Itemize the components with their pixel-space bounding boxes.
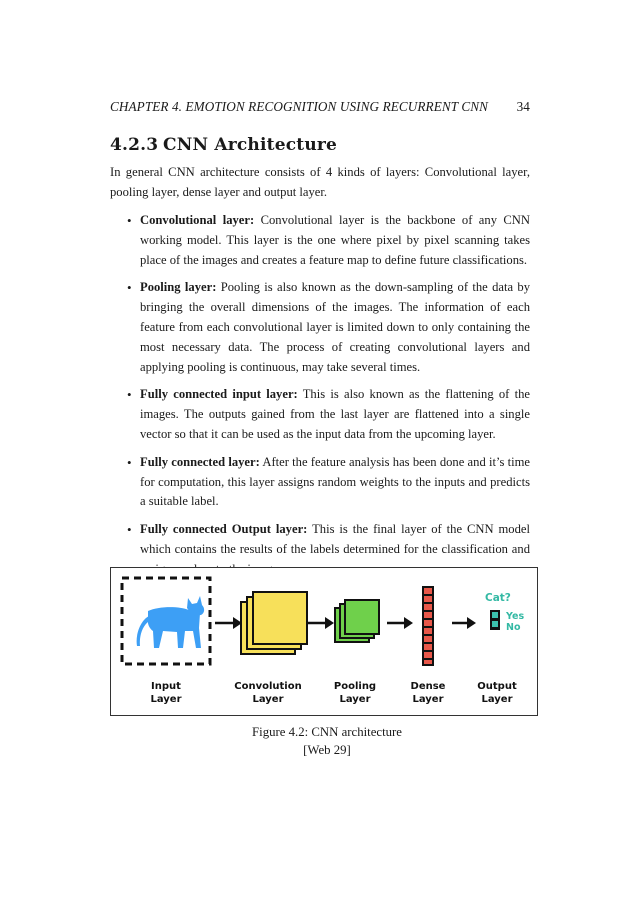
arrow-icon xyxy=(215,617,242,629)
output-nodes xyxy=(490,610,500,630)
bullet-text: This is the final layer of the CNN model which contains the results of the labels determined for the classification and xyxy=(140,522,530,556)
list-item xyxy=(110,278,530,377)
label-input-2: Layer xyxy=(150,694,182,705)
bullet-text: This is also known as the flattening of the images. The outputs gained from the last layer are flattened into a single vector so that it can be used as the input data from the upcoming layer. xyxy=(140,387,530,441)
intro-paragraph: In general CNN architecture consists of 4 kinds of layers: Convolutional layer, pooling layer, dense layer and output layer. xyxy=(110,165,530,199)
section-heading xyxy=(110,135,337,155)
pooling-stack xyxy=(335,600,379,642)
figure-caption: Figure 4.2: CNN architecture xyxy=(252,725,402,739)
figure-source: [Web 29] xyxy=(303,743,351,757)
arrow-icon xyxy=(387,617,413,629)
bullet-icon: • xyxy=(127,454,132,470)
bullet-term: Fully connected layer: xyxy=(140,454,260,469)
bullet-term: Fully connected input layer: xyxy=(140,387,298,402)
label-pool-1: Pooling xyxy=(333,681,377,692)
page-number: 34 xyxy=(516,99,530,114)
bullet-icon: • xyxy=(127,213,132,228)
bullet-text: Pooling is also known as the down-sampling of the data by bringing the overall dimensions of the images. The information of each feature from each convolutional layer is limited down to only containing the most necessary data. The process of creating convolutional layers and applying pooling is continuous, may take several times. xyxy=(140,280,531,374)
bullet-icon: • xyxy=(127,387,132,403)
output-no: No xyxy=(506,622,521,633)
label-input-1: Input xyxy=(151,681,181,692)
cnn-architecture-figure xyxy=(110,567,538,716)
cnn-diagram xyxy=(111,568,537,715)
section-title: CNN Architecture xyxy=(163,135,338,155)
layer-list xyxy=(110,211,530,580)
bullet-icon: • xyxy=(127,522,132,538)
convolution-stack xyxy=(241,592,307,654)
bullet-icon: • xyxy=(127,280,132,296)
bullet-text: Convolutional layer is the backbone of any CNN working model. This layer is the one where pixel by pixel scanning takes place of the images and creates a feature map to define future classifications. xyxy=(140,213,530,267)
bullet-term: Pooling layer: xyxy=(140,280,217,295)
list-item xyxy=(110,211,530,270)
output-yes: Yes xyxy=(506,611,525,622)
list-item xyxy=(110,385,530,444)
bullet-text: After the feature analysis has been done and it’s time for computation, this layer assigns random weights to the inputs and predicts a suitable label. xyxy=(140,454,531,509)
label-output-1: Output xyxy=(477,681,517,692)
running-header xyxy=(110,99,530,115)
output-question: Cat? xyxy=(485,592,511,604)
arrow-icon xyxy=(308,617,334,629)
bullet-term: Convolutional layer: xyxy=(140,213,255,227)
list-item xyxy=(110,453,530,512)
arrow-icon xyxy=(452,617,476,629)
label-dense-1: Dense xyxy=(410,681,446,692)
cat-icon xyxy=(137,596,205,648)
label-output-2: Layer xyxy=(481,694,513,705)
chapter-title: CHAPTER 4. EMOTION RECOGNITION USING RECURRENT CNN xyxy=(110,99,489,114)
label-conv-2: Layer xyxy=(252,694,284,705)
label-dense-2: Layer xyxy=(412,694,444,705)
label-pool-2: Layer xyxy=(339,694,371,705)
label-conv-1: Convolution xyxy=(234,681,302,692)
dense-column xyxy=(422,586,434,666)
bullet-term: Fully connected Output layer: xyxy=(140,522,308,537)
section-number: 4.2.3 xyxy=(110,135,159,155)
